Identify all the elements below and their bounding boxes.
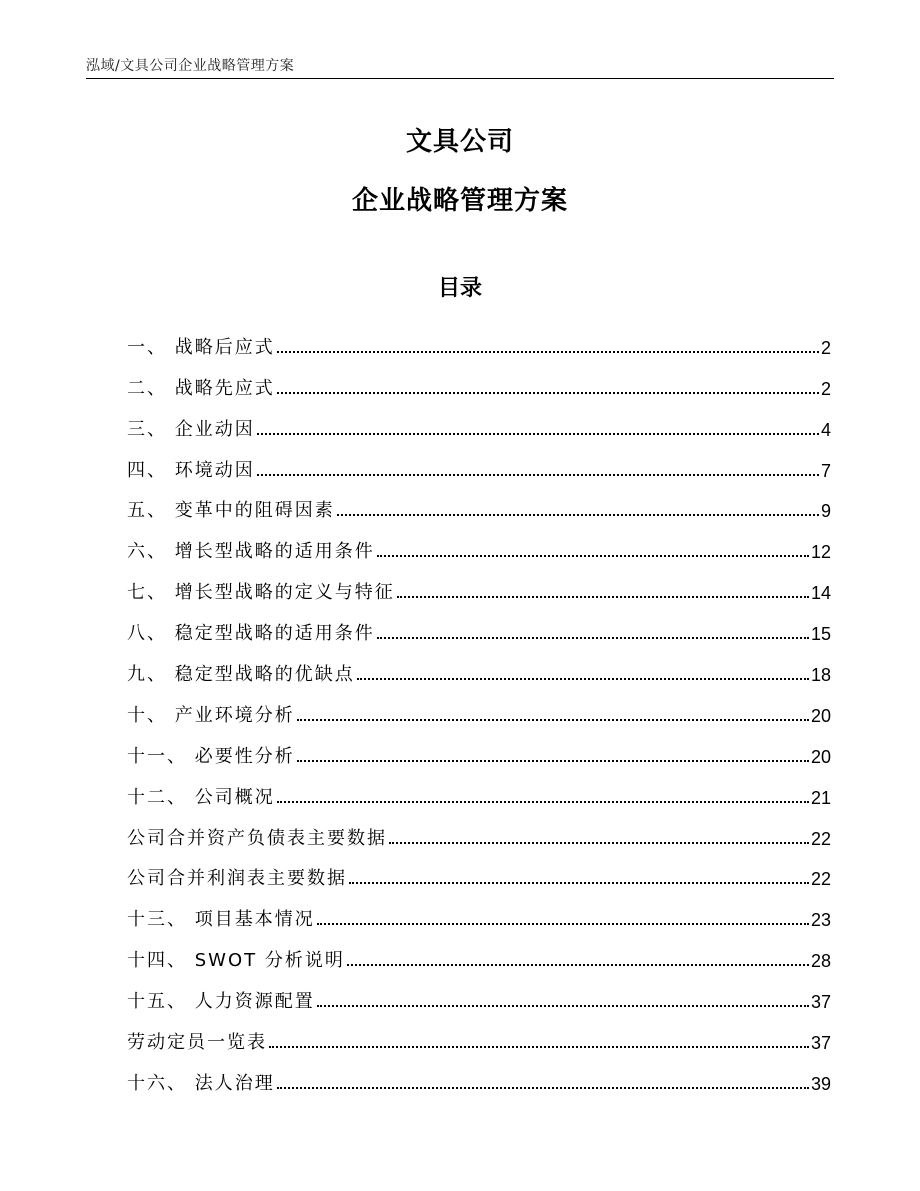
toc-entry[interactable] — [127, 443, 831, 484]
toc-entry[interactable] — [127, 729, 831, 770]
header-divider — [86, 78, 834, 79]
toc-entry-page: 28 — [810, 951, 831, 972]
toc-leader-dots — [277, 801, 809, 803]
toc-entry-page: 39 — [810, 1073, 831, 1094]
toc-entry[interactable] — [127, 606, 831, 647]
toc-entry[interactable] — [127, 974, 831, 1015]
toc-leader-dots — [317, 923, 809, 925]
toc-leader-dots — [377, 637, 809, 639]
toc-leader-dots — [277, 1087, 809, 1089]
toc-leader-dots — [257, 474, 819, 476]
toc-entry-label: 二、 战略先应式 — [127, 374, 275, 402]
toc-entry-page: 15 — [810, 624, 831, 645]
toc-entry-page: 20 — [810, 705, 831, 726]
toc-leader-dots — [389, 842, 809, 844]
toc-entry-page: 23 — [810, 910, 831, 931]
toc-entry-label: 十四、 SWOT 分析说明 — [127, 946, 345, 974]
toc-entry-label: 公司合并利润表主要数据 — [127, 864, 347, 892]
toc-entry[interactable] — [127, 688, 831, 729]
toc-entry-label: 一、 战略后应式 — [127, 333, 275, 361]
toc-entry[interactable] — [127, 892, 831, 933]
toc-heading: 目录 — [437, 276, 482, 301]
toc-entry-page: 18 — [810, 665, 831, 686]
toc-leader-dots — [277, 392, 819, 394]
toc-entry[interactable] — [127, 933, 831, 974]
toc-entry-page: 37 — [810, 992, 831, 1013]
toc-entry-page: 2 — [820, 337, 831, 358]
toc-leader-dots — [297, 760, 809, 762]
toc-entry[interactable] — [127, 811, 831, 852]
toc-leader-dots — [337, 514, 819, 516]
toc-leader-dots — [257, 433, 819, 435]
toc-entry-label: 十五、 人力资源配置 — [127, 987, 315, 1015]
toc-entry-page: 22 — [810, 869, 831, 890]
document-title: 文具公司 — [405, 127, 514, 157]
toc-leader-dots — [317, 1005, 809, 1007]
toc-entry-page: 12 — [810, 542, 831, 563]
toc-entry-label: 九、 稳定型战略的优缺点 — [127, 660, 355, 688]
table-of-contents — [127, 320, 831, 1097]
toc-entry[interactable] — [127, 361, 831, 402]
toc-entry-label: 十、 产业环境分析 — [127, 701, 295, 729]
toc-entry-label: 十六、 法人治理 — [127, 1069, 275, 1097]
toc-entry-page: 4 — [820, 419, 831, 440]
toc-entry[interactable] — [127, 1015, 831, 1056]
toc-entry-page: 14 — [810, 583, 831, 604]
toc-entry[interactable] — [127, 770, 831, 811]
toc-entry-label: 三、 企业动因 — [127, 415, 255, 443]
toc-leader-dots — [349, 882, 809, 884]
toc-leader-dots — [377, 555, 809, 557]
toc-entry-page: 2 — [820, 378, 831, 399]
toc-entry[interactable] — [127, 524, 831, 565]
toc-entry-label: 七、 增长型战略的定义与特征 — [127, 578, 395, 606]
toc-entry-page: 21 — [810, 787, 831, 808]
toc-entry[interactable] — [127, 852, 831, 893]
toc-entry-page: 7 — [820, 460, 831, 481]
toc-leader-dots — [347, 964, 809, 966]
toc-entry-label: 十二、 公司概况 — [127, 783, 275, 811]
toc-entry-page: 37 — [810, 1033, 831, 1054]
toc-leader-dots — [397, 596, 809, 598]
toc-entry-label: 六、 增长型战略的适用条件 — [127, 537, 375, 565]
toc-leader-dots — [277, 351, 819, 353]
toc-leader-dots — [269, 1046, 809, 1048]
toc-entry[interactable] — [127, 647, 831, 688]
running-header: 泓域/文具公司企业战略管理方案 — [86, 58, 295, 74]
toc-entry[interactable] — [127, 320, 831, 361]
toc-entry-page: 22 — [810, 828, 831, 849]
toc-entry-page: 20 — [810, 746, 831, 767]
toc-entry-page: 9 — [820, 501, 831, 522]
toc-entry-label: 劳动定员一览表 — [127, 1028, 267, 1056]
toc-entry[interactable] — [127, 565, 831, 606]
toc-entry-label: 十三、 项目基本情况 — [127, 905, 315, 933]
toc-entry[interactable] — [127, 1056, 831, 1097]
toc-entry[interactable] — [127, 484, 831, 525]
toc-entry-label: 五、 变革中的阻碍因素 — [127, 496, 335, 524]
toc-leader-dots — [357, 678, 809, 680]
document-subtitle: 企业战略管理方案 — [351, 186, 568, 216]
toc-entry-label: 公司合并资产负债表主要数据 — [127, 824, 387, 852]
toc-entry-label: 十一、 必要性分析 — [127, 742, 295, 770]
toc-entry-label: 四、 环境动因 — [127, 456, 255, 484]
toc-entry-label: 八、 稳定型战略的适用条件 — [127, 619, 375, 647]
toc-entry[interactable] — [127, 402, 831, 443]
toc-leader-dots — [297, 719, 809, 721]
